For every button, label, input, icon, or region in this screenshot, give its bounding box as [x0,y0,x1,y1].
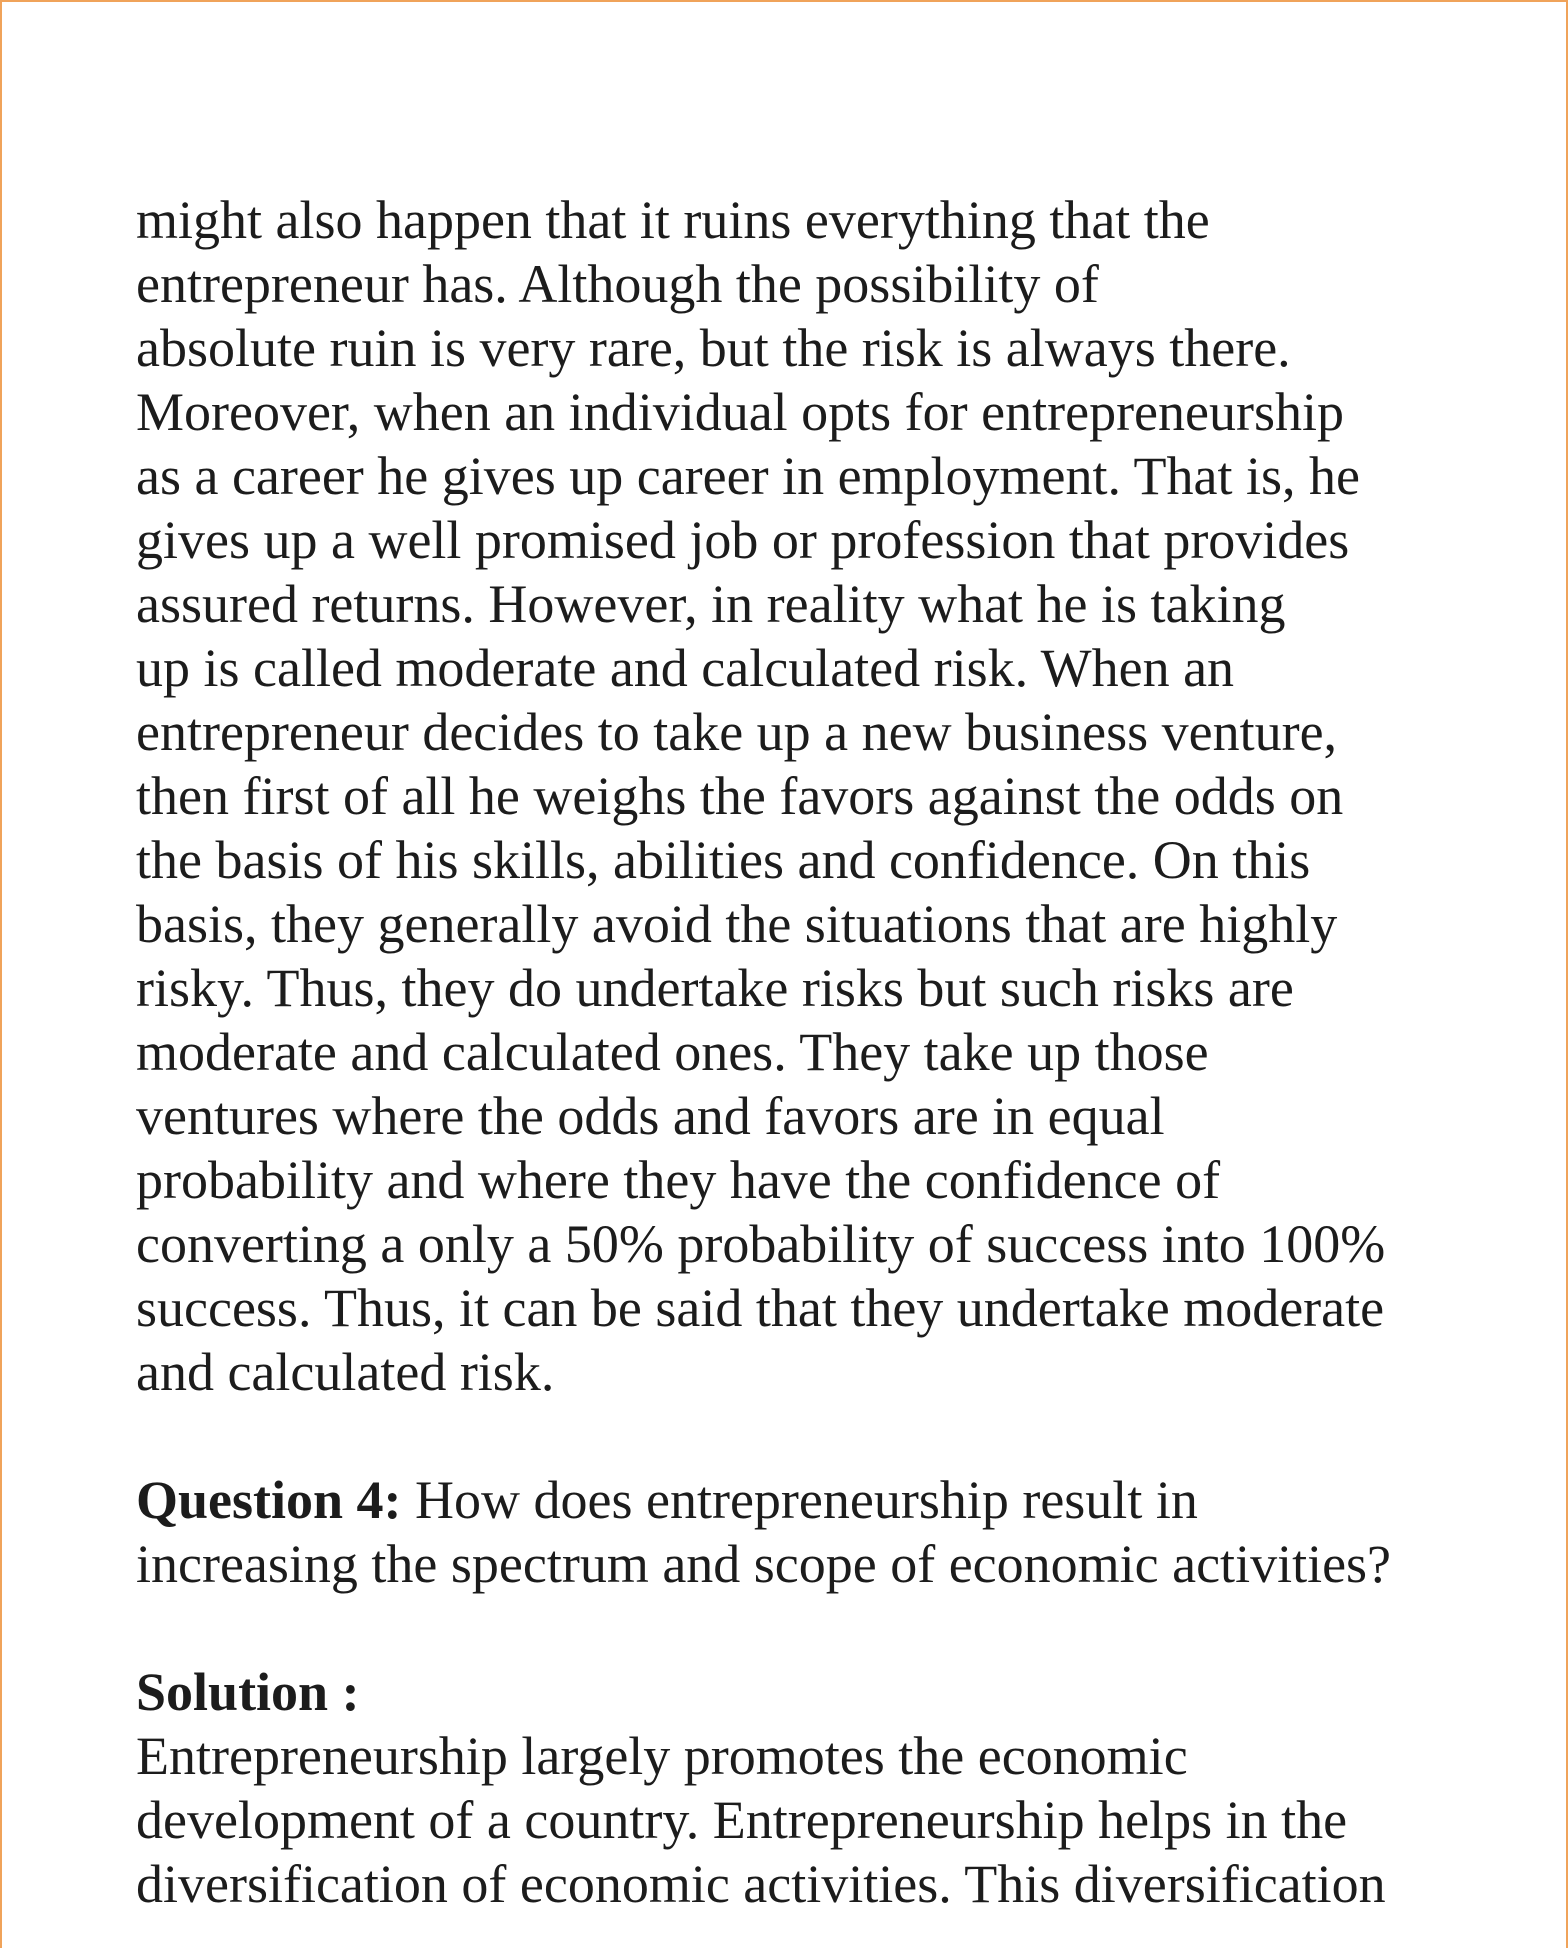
text-line: gives up a well promised job or profession that provides [136,510,1350,570]
text-line: entrepreneur decides to take up a new business venture, [136,702,1338,762]
text-line: then first of all he weighs the favors against the odds on [136,766,1344,826]
page-content [136,188,1456,1916]
text-line: as a career he gives up career in employment. That is, he [136,446,1360,506]
text-line: moderate and calculated ones. They take up those [136,1022,1209,1082]
question-text-continued: increasing the spectrum and scope of economic activities? [136,1534,1392,1594]
solution-block [136,1660,1456,1916]
text-line: up is called moderate and calculated risk. When an [136,638,1235,698]
text-line: assured returns. However, in reality what he is taking [136,574,1286,634]
text-line: risky. Thus, they do undertake risks but such risks are [136,958,1294,1018]
text-line: converting a only a 50% probability of success into 100% [136,1214,1386,1274]
solution-line: Entrepreneurship largely promotes the economic [136,1726,1188,1786]
paragraph-gap [136,1404,1456,1468]
paragraph-gap [136,1596,1456,1660]
solution-line: diversification of economic activities. This diversification [136,1854,1386,1914]
text-line: basis, they generally avoid the situations that are highly [136,894,1338,954]
solution-line: development of a country. Entrepreneurship helps in the [136,1790,1348,1850]
text-line: absolute ruin is very rare, but the risk is always there. [136,318,1291,378]
answer-paragraph [136,188,1456,1404]
text-line: might also happen that it ruins everything that the [136,190,1210,250]
text-line: Moreover, when an individual opts for entrepreneurship [136,382,1344,442]
question-line [136,1468,1456,1532]
question-block [136,1468,1456,1596]
question-label: Question 4: [136,1470,402,1530]
text-line: and calculated risk. [136,1342,555,1402]
text-line: entrepreneur has. Although the possibility of [136,254,1099,314]
question-text: How does entrepreneurship result in [401,1470,1198,1530]
text-line: probability and where they have the confidence of [136,1150,1221,1210]
text-line: success. Thus, it can be said that they undertake moderate [136,1278,1385,1338]
text-line: the basis of his skills, abilities and confidence. On this [136,830,1311,890]
solution-label: Solution : [136,1662,360,1722]
text-line: ventures where the odds and favors are in equal [136,1086,1165,1146]
